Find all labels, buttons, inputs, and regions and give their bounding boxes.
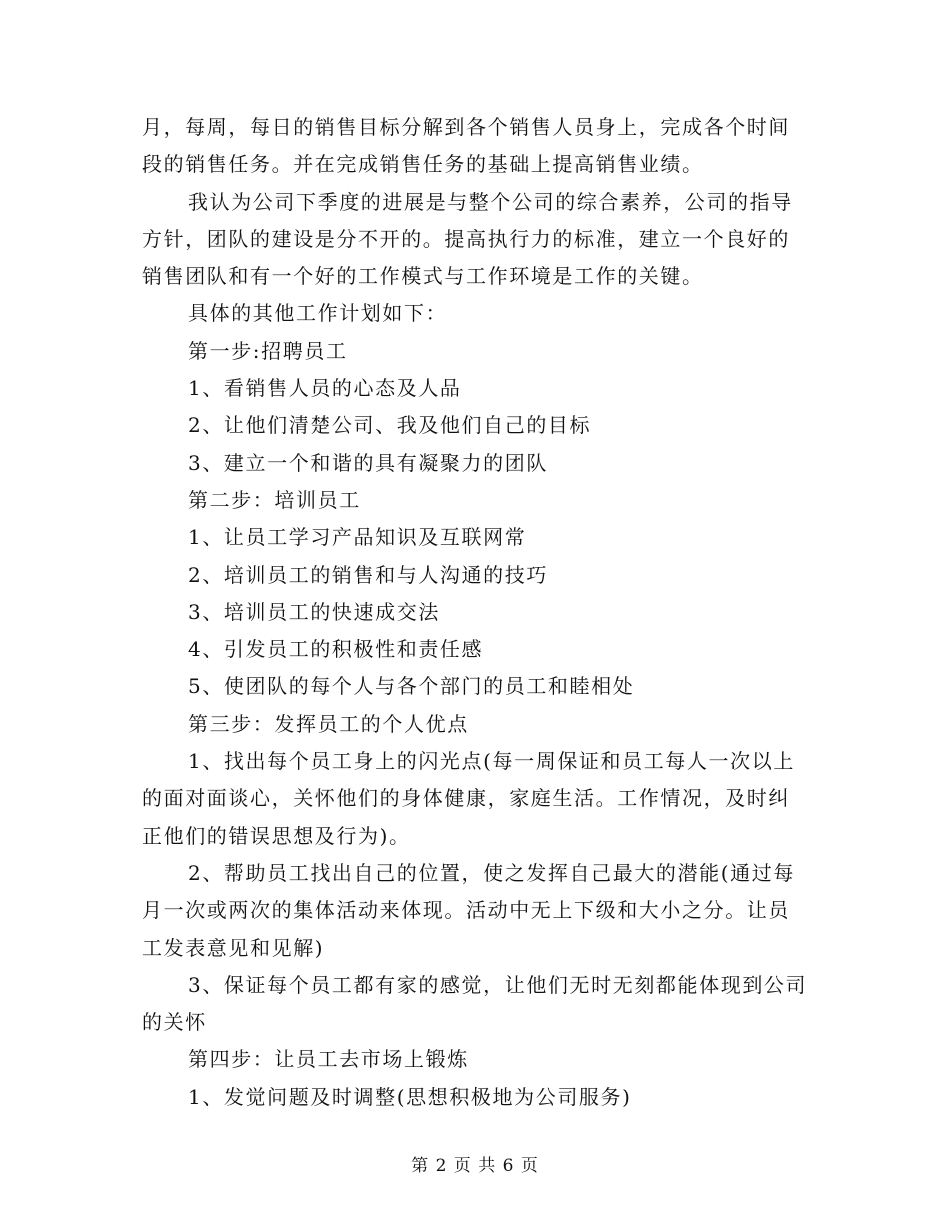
step-heading-4: 第四步：让员工去市场上锻炼 [188,1047,469,1072]
list-item: 2、培训员工的销售和与人沟通的技巧 [188,562,548,587]
paragraph-outlook: 我认为公司下季度的进展是与整个公司的综合素养，公司的指导方针，团队的建设是分不开的。提高执行力的标准，建立一个良好的销售团队和有一个好的工作模式与工作环境是工作的关键。 [142,189,793,289]
list-item: 1、发觉问题及时调整(思想积极地为公司服务) [188,1084,632,1109]
step-heading-2: 第二步：培训员工 [188,487,361,512]
list-item: 1、找出每个员工身上的闪光点(每一周保证和员工每人一次以上的面对面谈心，关怀他们的身体健康，家庭生活。工作情况，及时纠正他们的错误思想及行为)。 [142,749,795,848]
paragraph-plan-intro: 具体的其他工作计划如下： [188,301,448,326]
list-item: 4、引发员工的积极性和责任感 [188,637,484,662]
list-item: 1、让员工学习产品知识及互联网常 [188,525,527,550]
paragraph-continuation: 月，每周，每日的销售目标分解到各个销售人员身上，完成各个时间段的销售任务。并在完成销售任务的基础上提高销售业绩。 [142,115,790,177]
list-item: 2、帮助员工找出自己的位置，使之发挥自己最大的潜能(通过每月一次或两次的集体活动来体现。活动中无上下级和大小之分。让员工发表意见和见解) [142,860,795,960]
list-item: 2、让他们清楚公司、我及他们自己的目标 [188,413,592,438]
list-item: 3、保证每个员工都有家的感觉，让他们无时无刻都能体现到公司的关怀 [142,972,808,1035]
step-heading-3: 第三步：发挥员工的个人优点 [188,711,469,736]
list-item: 5、使团队的每个人与各个部门的员工和睦相处 [188,674,635,699]
page-number-footer: 第 2 页 共 6 页 [411,1156,539,1176]
document-body [142,109,810,1116]
list-item: 3、培训员工的快速成交法 [188,599,440,624]
list-item: 3、建立一个和谐的具有凝聚力的团队 [188,450,548,475]
list-item: 1、看销售人员的心态及人品 [188,376,462,401]
step-heading-1: 第一步:招聘员工 [188,338,348,363]
